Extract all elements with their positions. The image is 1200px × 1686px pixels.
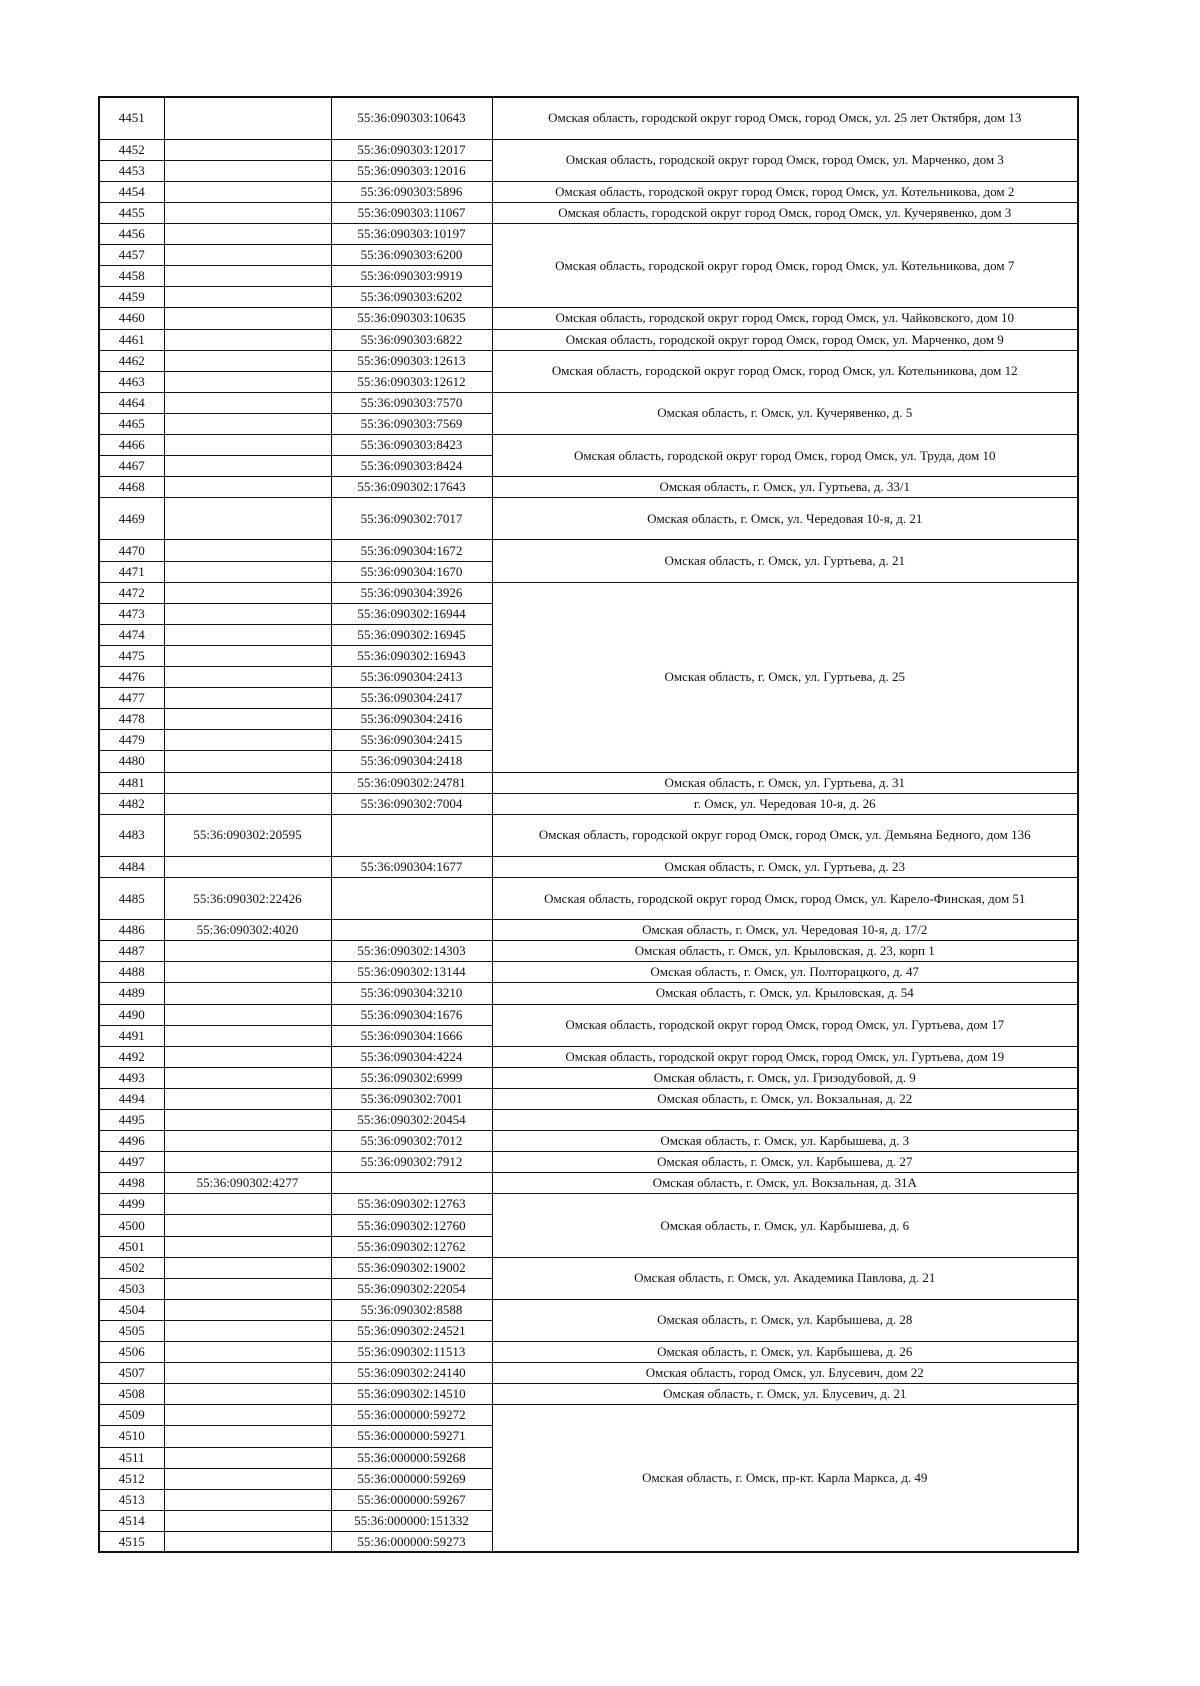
cadastral-number-cell [164, 1320, 331, 1341]
table-row [99, 392, 1078, 413]
address-cell: Омская область, городской округ город Омск, город Омск, ул. Кучерявенко, дом 3 [492, 202, 1078, 223]
address-cell: Омская область, г. Омск, ул. Академика Павлова, д. 21 [492, 1257, 1078, 1299]
cadastral-number-cell: 55:36:090304:2415 [331, 730, 492, 751]
cadastral-number-cell: 55:36:090303:11067 [331, 202, 492, 223]
cadastral-number-cell [164, 1257, 331, 1278]
address-cell: Омская область, г. Омск, ул. Крыловская, д. 23, корп 1 [492, 941, 1078, 962]
row-number-cell: 4465 [99, 413, 164, 434]
address-cell: Омская область, г. Омск, ул. Чередовая 10-я, д. 17/2 [492, 920, 1078, 941]
row-number-cell: 4472 [99, 582, 164, 603]
row-number-cell: 4452 [99, 139, 164, 160]
row-number-cell: 4499 [99, 1194, 164, 1215]
cadastral-number-cell: 55:36:090303:6822 [331, 329, 492, 350]
cadastral-number-cell [164, 772, 331, 793]
address-cell: Омская область, город Омск, ул. Блусевич, дом 22 [492, 1363, 1078, 1384]
table-row [99, 202, 1078, 223]
cadastral-number-cell [164, 435, 331, 456]
cadastral-number-cell [164, 688, 331, 709]
cadastral-number-cell: 55:36:090304:4224 [331, 1046, 492, 1067]
cadastral-number-cell: 55:36:090302:12763 [331, 1194, 492, 1215]
cadastral-number-cell: 55:36:090302:14510 [331, 1384, 492, 1405]
cadastral-number-cell: 55:36:090302:14303 [331, 941, 492, 962]
table-row [99, 941, 1078, 962]
cadastral-number-cell: 55:36:090303:5896 [331, 181, 492, 202]
cadastral-number-cell [164, 477, 331, 498]
cadastral-number-cell: 55:36:090304:2416 [331, 709, 492, 730]
row-number-cell: 4451 [99, 97, 164, 139]
table-row [99, 920, 1078, 941]
cadastral-number-cell [164, 160, 331, 181]
cadastral-number-cell [164, 1489, 331, 1510]
cadastral-number-cell: 55:36:090302:6999 [331, 1067, 492, 1088]
cadastral-number-cell: 55:36:090302:19002 [331, 1257, 492, 1278]
table-row [99, 435, 1078, 456]
cadastral-number-cell [164, 1363, 331, 1384]
cadastral-number-cell: 55:36:090302:20595 [164, 814, 331, 856]
cadastral-number-cell: 55:36:090303:10643 [331, 97, 492, 139]
cadastral-number-cell: 55:36:090302:12762 [331, 1236, 492, 1257]
cadastral-number-cell [164, 561, 331, 582]
row-number-cell: 4476 [99, 667, 164, 688]
cadastral-number-cell: 55:36:090302:24140 [331, 1363, 492, 1384]
address-cell: Омская область, городской округ город Омск, город Омск, ул. Гуртьева, дом 19 [492, 1046, 1078, 1067]
address-cell: Омская область, г. Омск, ул. Полторацкого, д. 47 [492, 962, 1078, 983]
address-cell: Омская область, г. Омск, ул. Карбышева, д. 26 [492, 1342, 1078, 1363]
row-number-cell: 4498 [99, 1173, 164, 1194]
cadastral-number-cell [164, 456, 331, 477]
cadastral-number-cell [164, 1046, 331, 1067]
table-row [99, 540, 1078, 561]
cadastral-number-cell: 55:36:090304:1666 [331, 1025, 492, 1046]
cadastral-number-cell: 55:36:090302:24781 [331, 772, 492, 793]
row-number-cell: 4457 [99, 245, 164, 266]
row-number-cell: 4504 [99, 1299, 164, 1320]
cadastral-number-cell: 55:36:090302:24521 [331, 1320, 492, 1341]
cadastral-number-cell [164, 582, 331, 603]
cadastral-number-cell [164, 1426, 331, 1447]
row-number-cell: 4494 [99, 1088, 164, 1109]
row-number-cell: 4466 [99, 435, 164, 456]
row-number-cell: 4489 [99, 983, 164, 1004]
row-number-cell: 4488 [99, 962, 164, 983]
row-number-cell: 4460 [99, 308, 164, 329]
cadastral-number-cell [164, 308, 331, 329]
cadastral-number-cell [164, 751, 331, 772]
address-cell: г. Омск, ул. Чередовая 10-я, д. 26 [492, 793, 1078, 814]
cadastral-number-cell [164, 856, 331, 877]
table-row [99, 1173, 1078, 1194]
address-cell: Омская область, городской округ город Омск, город Омск, ул. Марченко, дом 3 [492, 139, 1078, 181]
table-row [99, 962, 1078, 983]
table-row [99, 477, 1078, 498]
address-cell: Омская область, городской округ город Омск, город Омск, ул. Труда, дом 10 [492, 435, 1078, 477]
address-cell: Омская область, г. Омск, ул. Крыловская, д. 54 [492, 983, 1078, 1004]
address-cell: Омская область, городской округ город Омск, город Омск, ул. 25 лет Октября, дом 13 [492, 97, 1078, 139]
cadastral-number-cell: 55:36:090303:8423 [331, 435, 492, 456]
row-number-cell: 4492 [99, 1046, 164, 1067]
row-number-cell: 4467 [99, 456, 164, 477]
address-cell: Омская область, г. Омск, ул. Карбышева, д. 28 [492, 1299, 1078, 1341]
cadastral-table [98, 96, 1079, 1553]
row-number-cell: 4510 [99, 1426, 164, 1447]
cadastral-number-cell [164, 941, 331, 962]
cadastral-number-cell [164, 245, 331, 266]
cadastral-number-cell [164, 1342, 331, 1363]
cadastral-number-cell [164, 1384, 331, 1405]
address-cell: Омская область, городской округ город Омск, город Омск, ул. Чайковского, дом 10 [492, 308, 1078, 329]
cadastral-number-cell: 55:36:090302:4020 [164, 920, 331, 941]
table-row [99, 1405, 1078, 1426]
cadastral-number-cell: 55:36:090302:4277 [164, 1173, 331, 1194]
row-number-cell: 4474 [99, 624, 164, 645]
table-row [99, 814, 1078, 856]
row-number-cell: 4482 [99, 793, 164, 814]
cadastral-number-cell: 55:36:090303:10635 [331, 308, 492, 329]
row-number-cell: 4462 [99, 350, 164, 371]
cadastral-number-cell [164, 1025, 331, 1046]
row-number-cell: 4455 [99, 202, 164, 223]
cadastral-number-cell: 55:36:090303:12016 [331, 160, 492, 181]
table-row [99, 1152, 1078, 1173]
row-number-cell: 4469 [99, 498, 164, 540]
address-cell: Омская область, городской округ город Омск, город Омск, ул. Карело-Финская, дом 51 [492, 877, 1078, 919]
address-cell: Омская область, городской округ город Омск, город Омск, ул. Котельникова, дом 12 [492, 350, 1078, 392]
table-row [99, 181, 1078, 202]
cadastral-number-cell: 55:36:090302:11513 [331, 1342, 492, 1363]
table-row [99, 856, 1078, 877]
row-number-cell: 4478 [99, 709, 164, 730]
cadastral-number-cell: 55:36:090302:22054 [331, 1278, 492, 1299]
row-number-cell: 4501 [99, 1236, 164, 1257]
cadastral-number-cell: 55:36:090304:1672 [331, 540, 492, 561]
row-number-cell: 4481 [99, 772, 164, 793]
cadastral-number-cell [164, 1405, 331, 1426]
cadastral-number-cell: 55:36:090303:6202 [331, 287, 492, 308]
address-cell: Омская область, г. Омск, ул. Гуртьева, д. 21 [492, 540, 1078, 582]
cadastral-number-cell: 55:36:090304:3210 [331, 983, 492, 1004]
row-number-cell: 4490 [99, 1004, 164, 1025]
row-number-cell: 4477 [99, 688, 164, 709]
table-row [99, 1194, 1078, 1215]
table-row [99, 1046, 1078, 1067]
address-cell: Омская область, г. Омск, ул. Гуртьева, д. 23 [492, 856, 1078, 877]
table-row [99, 1131, 1078, 1152]
cadastral-number-cell [164, 181, 331, 202]
address-cell: Омская область, г. Омск, ул. Кучерявенко, д. 5 [492, 392, 1078, 434]
cadastral-number-cell: 55:36:090303:12613 [331, 350, 492, 371]
cadastral-number-cell [164, 413, 331, 434]
cadastral-number-cell [164, 1236, 331, 1257]
cadastral-number-cell [164, 1278, 331, 1299]
cadastral-number-cell [164, 983, 331, 1004]
table-row [99, 329, 1078, 350]
cadastral-number-cell: 55:36:090302:7912 [331, 1152, 492, 1173]
row-number-cell: 4515 [99, 1531, 164, 1552]
cadastral-number-cell [164, 1110, 331, 1131]
cadastral-number-cell [164, 139, 331, 160]
table-row [99, 97, 1078, 139]
cadastral-number-cell: 55:36:090303:10197 [331, 224, 492, 245]
address-cell: Омская область, г. Омск, ул. Блусевич, д. 21 [492, 1384, 1078, 1405]
cadastral-number-cell [164, 329, 331, 350]
address-cell: Омская область, городской округ город Омск, город Омск, ул. Демьяна Бедного, дом 136 [492, 814, 1078, 856]
row-number-cell: 4456 [99, 224, 164, 245]
cadastral-number-cell: 55:36:000000:59273 [331, 1531, 492, 1552]
cadastral-number-cell: 55:36:090302:13144 [331, 962, 492, 983]
row-number-cell: 4485 [99, 877, 164, 919]
cadastral-number-cell [164, 350, 331, 371]
address-cell: Омская область, г. Омск, пр-кт. Карла Маркса, д. 49 [492, 1405, 1078, 1553]
cadastral-number-cell: 55:36:000000:59272 [331, 1405, 492, 1426]
cadastral-number-cell: 55:36:090304:2413 [331, 667, 492, 688]
cadastral-number-cell [164, 645, 331, 666]
row-number-cell: 4486 [99, 920, 164, 941]
table-row [99, 582, 1078, 603]
table-row [99, 1299, 1078, 1320]
cadastral-number-cell [164, 1447, 331, 1468]
row-number-cell: 4514 [99, 1510, 164, 1531]
row-number-cell: 4506 [99, 1342, 164, 1363]
row-number-cell: 4511 [99, 1447, 164, 1468]
address-cell: Омская область, г. Омск, ул. Карбышева, д. 3 [492, 1131, 1078, 1152]
cadastral-number-cell [164, 540, 331, 561]
cadastral-number-cell [164, 667, 331, 688]
cadastral-number-cell: 55:36:090304:1677 [331, 856, 492, 877]
table-row [99, 793, 1078, 814]
row-number-cell: 4512 [99, 1468, 164, 1489]
cadastral-number-cell [164, 1088, 331, 1109]
row-number-cell: 4473 [99, 603, 164, 624]
cadastral-number-cell: 55:36:090303:7570 [331, 392, 492, 413]
row-number-cell: 4505 [99, 1320, 164, 1341]
row-number-cell: 4509 [99, 1405, 164, 1426]
cadastral-number-cell: 55:36:090303:6200 [331, 245, 492, 266]
row-number-cell: 4507 [99, 1363, 164, 1384]
cadastral-number-cell [164, 1531, 331, 1552]
cadastral-number-cell [164, 1152, 331, 1173]
address-cell: Омская область, городской округ город Омск, город Омск, ул. Марченко, дом 9 [492, 329, 1078, 350]
address-cell: Омская область, г. Омск, ул. Вокзальная, д. 31А [492, 1173, 1078, 1194]
address-cell: Омская область, г. Омск, ул. Чередовая 10-я, д. 21 [492, 498, 1078, 540]
cadastral-number-cell: 55:36:090303:12017 [331, 139, 492, 160]
cadastral-number-cell: 55:36:090304:3926 [331, 582, 492, 603]
table-row [99, 1088, 1078, 1109]
row-number-cell: 4475 [99, 645, 164, 666]
cadastral-number-cell: 55:36:090304:2418 [331, 751, 492, 772]
cadastral-number-cell: 55:36:090302:7001 [331, 1088, 492, 1109]
row-number-cell: 4479 [99, 730, 164, 751]
table-row [99, 1257, 1078, 1278]
cadastral-number-cell [164, 709, 331, 730]
cadastral-number-cell [164, 202, 331, 223]
row-number-cell: 4454 [99, 181, 164, 202]
cadastral-number-cell: 55:36:090304:1670 [331, 561, 492, 582]
address-cell: Омская область, городской округ город Омск, город Омск, ул. Котельникова, дом 2 [492, 181, 1078, 202]
row-number-cell: 4464 [99, 392, 164, 413]
row-number-cell: 4459 [99, 287, 164, 308]
cadastral-number-cell [164, 1194, 331, 1215]
address-cell: Омская область, г. Омск, ул. Карбышева, д. 6 [492, 1194, 1078, 1257]
cadastral-number-cell [164, 266, 331, 287]
table-row [99, 983, 1078, 1004]
table-row [99, 308, 1078, 329]
cadastral-number-cell: 55:36:090302:22426 [164, 877, 331, 919]
row-number-cell: 4468 [99, 477, 164, 498]
cadastral-number-cell [164, 624, 331, 645]
table-row [99, 877, 1078, 919]
cadastral-number-cell: 55:36:000000:59267 [331, 1489, 492, 1510]
cadastral-number-cell: 55:36:090303:7569 [331, 413, 492, 434]
cadastral-number-cell: 55:36:090304:1676 [331, 1004, 492, 1025]
cadastral-number-cell [164, 498, 331, 540]
table-row [99, 350, 1078, 371]
cadastral-number-cell: 55:36:090302:16944 [331, 603, 492, 624]
cadastral-number-cell: 55:36:000000:151332 [331, 1510, 492, 1531]
cadastral-number-cell [164, 392, 331, 413]
row-number-cell: 4496 [99, 1131, 164, 1152]
table-row [99, 1110, 1078, 1131]
cadastral-number-cell: 55:36:090304:2417 [331, 688, 492, 709]
address-cell: Омская область, г. Омск, ул. Гуртьева, д. 31 [492, 772, 1078, 793]
row-number-cell: 4480 [99, 751, 164, 772]
cadastral-number-cell: 55:36:090302:20454 [331, 1110, 492, 1131]
row-number-cell: 4491 [99, 1025, 164, 1046]
table-body [99, 97, 1078, 1552]
cadastral-number-cell [164, 730, 331, 751]
row-number-cell: 4513 [99, 1489, 164, 1510]
cadastral-number-cell [164, 97, 331, 139]
table-row [99, 772, 1078, 793]
cadastral-number-cell [164, 371, 331, 392]
table-row [99, 1363, 1078, 1384]
row-number-cell: 4453 [99, 160, 164, 181]
row-number-cell: 4484 [99, 856, 164, 877]
table-row [99, 139, 1078, 160]
table-row [99, 1004, 1078, 1025]
cadastral-number-cell: 55:36:090302:7004 [331, 793, 492, 814]
address-cell: Омская область, г. Омск, ул. Гуртьева, д. 25 [492, 582, 1078, 772]
row-number-cell: 4508 [99, 1384, 164, 1405]
row-number-cell: 4463 [99, 371, 164, 392]
cadastral-number-cell [164, 793, 331, 814]
cadastral-number-cell [164, 1067, 331, 1088]
cadastral-number-cell: 55:36:090303:8424 [331, 456, 492, 477]
cadastral-number-cell: 55:36:090302:17643 [331, 477, 492, 498]
cadastral-number-cell: 55:36:090302:7017 [331, 498, 492, 540]
table-row [99, 1384, 1078, 1405]
table-row [99, 224, 1078, 245]
row-number-cell: 4487 [99, 941, 164, 962]
row-number-cell: 4470 [99, 540, 164, 561]
row-number-cell: 4495 [99, 1110, 164, 1131]
address-cell: Омская область, городской округ город Омск, город Омск, ул. Гуртьева, дом 17 [492, 1004, 1078, 1046]
row-number-cell: 4500 [99, 1215, 164, 1236]
row-number-cell: 4458 [99, 266, 164, 287]
cadastral-number-cell [164, 1510, 331, 1531]
table-row [99, 1342, 1078, 1363]
address-cell: Омская область, г. Омск, ул. Вокзальная, д. 22 [492, 1088, 1078, 1109]
cadastral-number-cell: 55:36:090303:9919 [331, 266, 492, 287]
address-cell: Омская область, г. Омск, ул. Гуртьева, д. 33/1 [492, 477, 1078, 498]
cadastral-number-cell [164, 224, 331, 245]
row-number-cell: 4497 [99, 1152, 164, 1173]
cadastral-number-cell: 55:36:090302:12760 [331, 1215, 492, 1236]
cadastral-number-cell [164, 287, 331, 308]
cadastral-number-cell [164, 1004, 331, 1025]
cadastral-number-cell [331, 920, 492, 941]
address-cell [492, 1110, 1078, 1131]
cadastral-number-cell [164, 1468, 331, 1489]
table-row [99, 1067, 1078, 1088]
cadastral-number-cell: 55:36:090302:8588 [331, 1299, 492, 1320]
cadastral-number-cell [331, 1173, 492, 1194]
row-number-cell: 4471 [99, 561, 164, 582]
cadastral-number-cell [164, 1215, 331, 1236]
table-row [99, 498, 1078, 540]
address-cell: Омская область, городской округ город Омск, город Омск, ул. Котельникова, дом 7 [492, 224, 1078, 308]
address-cell: Омская область, г. Омск, ул. Карбышева, д. 27 [492, 1152, 1078, 1173]
cadastral-number-cell [331, 877, 492, 919]
address-cell: Омская область, г. Омск, ул. Гризодубовой, д. 9 [492, 1067, 1078, 1088]
cadastral-number-cell [164, 962, 331, 983]
row-number-cell: 4461 [99, 329, 164, 350]
row-number-cell: 4483 [99, 814, 164, 856]
cadastral-number-cell: 55:36:090302:7012 [331, 1131, 492, 1152]
cadastral-number-cell [164, 1299, 331, 1320]
row-number-cell: 4493 [99, 1067, 164, 1088]
row-number-cell: 4503 [99, 1278, 164, 1299]
cadastral-number-cell [331, 814, 492, 856]
cadastral-number-cell: 55:36:090302:16943 [331, 645, 492, 666]
cadastral-number-cell: 55:36:000000:59271 [331, 1426, 492, 1447]
cadastral-number-cell: 55:36:000000:59268 [331, 1447, 492, 1468]
cadastral-number-cell [164, 1131, 331, 1152]
cadastral-number-cell: 55:36:090302:16945 [331, 624, 492, 645]
row-number-cell: 4502 [99, 1257, 164, 1278]
cadastral-number-cell: 55:36:000000:59269 [331, 1468, 492, 1489]
cadastral-number-cell [164, 603, 331, 624]
cadastral-number-cell: 55:36:090303:12612 [331, 371, 492, 392]
